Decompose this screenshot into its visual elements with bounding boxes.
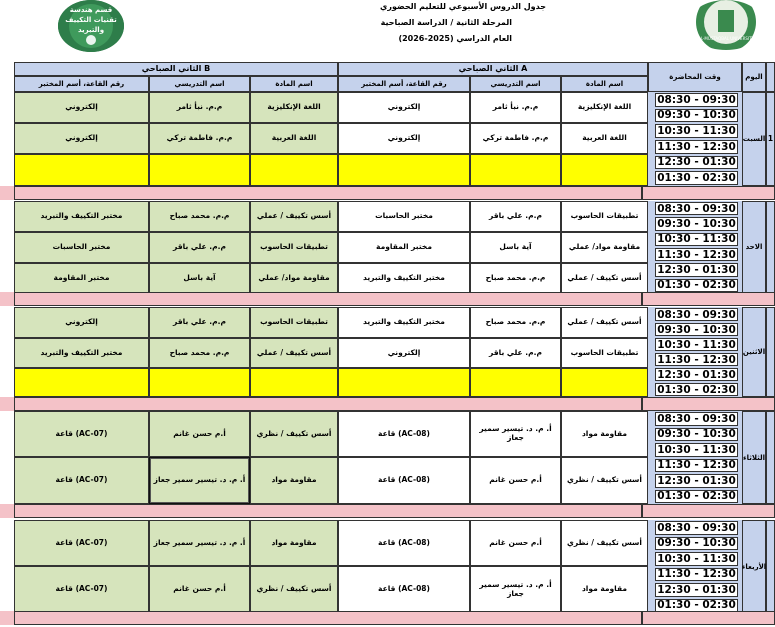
time-slot: 08:30 - 09:30 <box>655 93 738 107</box>
subject-cell: تطبيقات الحاسوب <box>250 307 338 338</box>
subject-cell: تطبيقات الحاسوب <box>561 201 648 232</box>
time-slot: 09:30 - 10:30 <box>655 537 738 551</box>
time-slot: 11:30 - 12:30 <box>655 353 738 366</box>
room-cell: مختبر الحاسبات <box>338 201 470 232</box>
teacher-cell: م.م. محمد صباح <box>470 307 561 338</box>
day-name: الأربعاء <box>742 520 766 613</box>
day-marker <box>766 201 775 293</box>
section-a-header: الثاني الصباحي A <box>338 62 648 76</box>
subject-cell: اللغة الإنكليزية <box>561 92 648 123</box>
room-cell: قاعة (AC-07) <box>14 411 149 457</box>
teacher-cell: آية باسل <box>470 232 561 263</box>
subject-cell: أسس تكييف / عملي <box>561 263 648 293</box>
subject-cell: أسس تكييف / نظري <box>561 457 648 504</box>
subject-cell: مقاومة مواد <box>561 566 648 613</box>
room-cell <box>14 368 149 397</box>
time-slot: 01:30 - 02:30 <box>655 599 738 613</box>
time-slot: 11:30 - 12:30 <box>655 248 738 261</box>
time-slot: 09:30 - 10:30 <box>655 109 738 123</box>
teacher-cell: أ. م. د. تيسير سمير جعاز <box>470 566 561 613</box>
subject-cell: مقاومة مواد/ عملي <box>250 263 338 293</box>
room-cell: قاعة (AC-07) <box>14 457 149 504</box>
teacher-cell: أ.م حسن غانم <box>149 566 250 613</box>
teacher-cell: أ.م حسن غانم <box>149 411 250 457</box>
subject-cell: أسس تكييف / نظري <box>250 566 338 613</box>
day-name: الاثنين <box>742 307 766 397</box>
day-name: السبت <box>742 92 766 186</box>
col-teacher-a: اسم التدريسي <box>470 76 561 92</box>
subject-cell <box>250 154 338 186</box>
col-subject-b: اسم المادة <box>250 76 338 92</box>
subject-cell: تطبيقات الحاسوب <box>250 232 338 263</box>
separator-row <box>642 397 775 411</box>
subject-cell: اللغة العربية <box>250 123 338 154</box>
time-slot: 01:30 - 02:30 <box>655 383 738 396</box>
separator-row <box>14 292 642 306</box>
teacher-cell: م.م. محمد صباح <box>149 201 250 232</box>
teacher-cell: م.م. محمد صباح <box>470 263 561 293</box>
teacher-cell: أ. م. د. تيسير سمير جعاز <box>149 457 250 504</box>
time-slot: 12:30 - 01:30 <box>655 263 738 276</box>
subject-cell: أسس تكييف / عملي <box>250 338 338 368</box>
time-slot: 10:30 - 11:30 <box>655 124 738 138</box>
subject-cell <box>250 368 338 397</box>
room-cell: مختبر التكييف والتبريد <box>338 307 470 338</box>
room-cell: مختبر التكييف والتبريد <box>14 338 149 368</box>
teacher-cell <box>470 154 561 186</box>
col-marker <box>766 62 775 92</box>
time-slot: 10:30 - 11:30 <box>655 338 738 351</box>
teacher-cell: م.م. نبأ ثامر <box>470 92 561 123</box>
room-cell: مختبر المقاومة <box>14 263 149 293</box>
day-marker <box>766 307 775 397</box>
left-margin <box>0 92 14 612</box>
col-room-a: رقم القاعة، أسم المختبر <box>338 76 470 92</box>
teacher-cell: م.م. علي باقر <box>149 232 250 263</box>
title-line-2: المرحلة الثانية / الدراسة الصباحية <box>380 18 512 27</box>
room-cell: قاعة (AC-08) <box>338 411 470 457</box>
time-slot: 01:30 - 02:30 <box>655 279 738 292</box>
separator-row <box>14 397 642 411</box>
room-cell: إلكتروني <box>14 92 149 123</box>
room-cell <box>338 368 470 397</box>
time-slot: 08:30 - 09:30 <box>655 412 738 426</box>
col-teacher-b: اسم التدريسي <box>149 76 250 92</box>
separator-row <box>642 504 775 518</box>
section-b-header: الثاني الصباحي B <box>14 62 338 76</box>
room-cell: قاعة (AC-08) <box>338 457 470 504</box>
time-slot: 09:30 - 10:30 <box>655 217 738 230</box>
subject-cell: مقاومة مواد/ عملي <box>561 232 648 263</box>
room-cell: مختبر المقاومة <box>338 232 470 263</box>
room-cell: قاعة (AC-07) <box>14 520 149 566</box>
day-marker: 1 <box>766 92 775 186</box>
teacher-cell: أ. م. د. تيسير سمير جعاز <box>470 411 561 457</box>
title-line-1: جدول الدروس الأسبوعي للتعليم الحضوري <box>380 2 547 11</box>
room-cell: مختبر الحاسبات <box>14 232 149 263</box>
teacher-cell: م.م. فاطمة تركي <box>149 123 250 154</box>
teacher-cell: آية باسل <box>149 263 250 293</box>
subject-cell: اللغة العربية <box>561 123 648 154</box>
university-logo-text: AL-MUSTAQBAL UNIVERSITY <box>698 36 754 41</box>
time-slot: 08:30 - 09:30 <box>655 202 738 215</box>
room-cell: إلكتروني <box>14 307 149 338</box>
time-slot: 10:30 - 11:30 <box>655 443 738 457</box>
time-slot: 01:30 - 02:30 <box>655 171 738 185</box>
separator-row <box>14 504 642 518</box>
col-room-b: رقم القاعة، أسم المختبر <box>14 76 149 92</box>
room-cell: قاعة (AC-08) <box>338 520 470 566</box>
separator-row <box>14 186 642 200</box>
subject-cell <box>561 154 648 186</box>
separator-row <box>14 611 642 625</box>
room-cell <box>14 154 149 186</box>
time-slot: 08:30 - 09:30 <box>655 521 738 535</box>
room-cell: قاعة (AC-07) <box>14 566 149 613</box>
teacher-cell <box>470 368 561 397</box>
time-slot: 11:30 - 12:30 <box>655 459 738 473</box>
subject-cell: أسس تكييف / عملي <box>561 307 648 338</box>
room-cell: مختبر التكييف والتبريد <box>14 201 149 232</box>
teacher-cell <box>149 368 250 397</box>
subject-cell: مقاومة مواد <box>250 520 338 566</box>
teacher-cell: م.م. علي باقر <box>470 338 561 368</box>
subject-cell: تطبيقات الحاسوب <box>561 338 648 368</box>
time-slot: 10:30 - 11:30 <box>655 233 738 246</box>
time-slot: 12:30 - 01:30 <box>655 474 738 488</box>
subject-cell: أسس تكييف / عملي <box>250 201 338 232</box>
time-slot: 09:30 - 10:30 <box>655 323 738 336</box>
college-logo-text: قسم هندسة تقنيات التكييف والتبريد <box>65 6 117 34</box>
time-slot: 11:30 - 12:30 <box>655 140 738 154</box>
teacher-cell: م.م. محمد صباح <box>149 338 250 368</box>
day-marker <box>766 411 775 504</box>
room-cell: إلكتروني <box>338 338 470 368</box>
time-slot: 08:30 - 09:30 <box>655 308 738 321</box>
col-day: اليوم <box>742 62 766 92</box>
university-logo <box>688 0 764 50</box>
separator-row <box>0 611 14 625</box>
subject-cell: مقاومة مواد <box>250 457 338 504</box>
time-slot: 12:30 - 01:30 <box>655 156 738 170</box>
room-cell: قاعة (AC-08) <box>338 566 470 613</box>
subject-cell: اللغة الإنكليزية <box>250 92 338 123</box>
teacher-cell: أ.م حسن غانم <box>470 520 561 566</box>
room-cell: مختبر التكييف والتبريد <box>338 263 470 293</box>
teacher-cell: م.م. نبأ ثامر <box>149 92 250 123</box>
separator-row <box>642 611 775 625</box>
separator-row <box>642 292 775 306</box>
teacher-cell: م.م. فاطمة تركي <box>470 123 561 154</box>
room-cell: إلكتروني <box>338 123 470 154</box>
time-slot: 01:30 - 02:30 <box>655 490 738 504</box>
teacher-cell: م.م. علي باقر <box>470 201 561 232</box>
teacher-cell: أ. م. د. تيسير سمير جعاز <box>149 520 250 566</box>
day-marker <box>766 520 775 613</box>
time-slot: 10:30 - 11:30 <box>655 552 738 566</box>
time-slot: 09:30 - 10:30 <box>655 428 738 442</box>
title-line-3: العام الدراسي (2025-2026) <box>398 34 512 43</box>
teacher-cell: أ.م حسن غانم <box>470 457 561 504</box>
day-name: الاحد <box>742 201 766 293</box>
day-name: الثلاثاء <box>742 411 766 504</box>
subject-cell: أسس تكييف / نظري <box>250 411 338 457</box>
room-cell <box>338 154 470 186</box>
subject-cell: مقاومة مواد <box>561 411 648 457</box>
teacher-cell <box>149 154 250 186</box>
schedule-table <box>14 62 775 627</box>
room-cell: إلكتروني <box>338 92 470 123</box>
subject-cell <box>561 368 648 397</box>
time-slot: 12:30 - 01:30 <box>655 583 738 597</box>
time-slot: 12:30 - 01:30 <box>655 368 738 381</box>
col-subject-a: اسم المادة <box>561 76 648 92</box>
col-time: وقت المحاضرة <box>648 62 742 92</box>
teacher-cell: م.م. علي باقر <box>149 307 250 338</box>
time-slot: 11:30 - 12:30 <box>655 568 738 582</box>
separator-row <box>642 186 775 200</box>
subject-cell: أسس تكييف / نظري <box>561 520 648 566</box>
room-cell: إلكتروني <box>14 123 149 154</box>
